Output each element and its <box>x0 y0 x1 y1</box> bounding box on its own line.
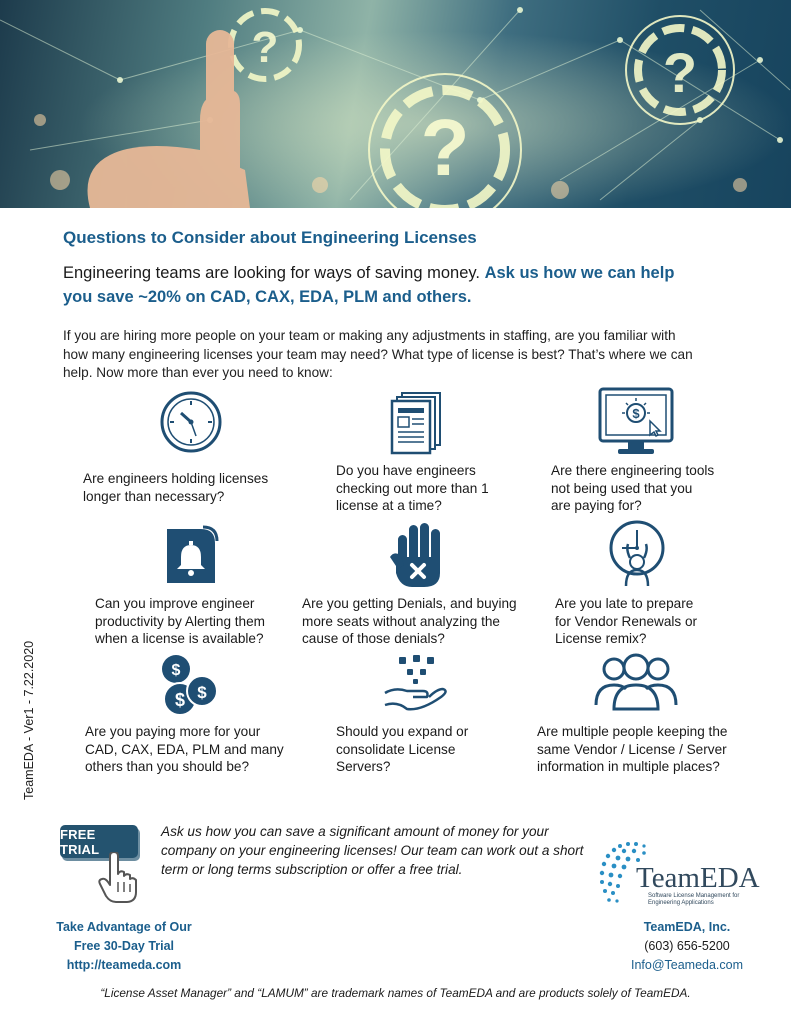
trademark-footer: “License Asset Manager” and “LAMUM” are trademark names of TeamEDA and are products solely of TeamEDA. <box>100 986 691 1000</box>
svg-text:$: $ <box>197 683 207 702</box>
offer-line-2: Free 30-Day Trial <box>73 939 175 953</box>
question-9: Are multiple people keeping the same Vendor / License / Server information in multiple places? <box>537 724 728 774</box>
question-7: Are you paying more for your CAD, CAX, EDA, PLM and many others than you should be? <box>85 724 284 774</box>
logo-wordmark: TeamEDA <box>636 862 760 894</box>
logo-tagline: Software License Management for Engineering Applications <box>648 893 740 906</box>
free-trial-button[interactable]: FREE TRIAL <box>60 825 138 858</box>
company-name: TeamEDA, Inc. <box>643 920 731 934</box>
pointer-hand-icon <box>98 852 138 904</box>
bell-notification-icon <box>163 525 219 587</box>
phone-number[interactable]: (603) 656-5200 <box>644 939 730 953</box>
intro-text <box>63 261 703 309</box>
intro-plain: Engineering teams are looking for ways of saving money. <box>63 264 480 282</box>
email-link[interactable]: Info@Teameda.com <box>630 958 744 972</box>
svg-text:?: ? <box>420 103 470 192</box>
svg-text:$: $ <box>174 690 186 710</box>
svg-text:$: $ <box>632 406 640 421</box>
question-1: Are engineers holding licenses longer than necessary? <box>83 471 269 504</box>
monitor-dollar-icon <box>598 387 674 459</box>
intro-highlight: Ask us how we can help you save ~20% on CAD, CAX, EDA, PLM and others. <box>63 264 675 306</box>
question-4: Can you improve engineer productivity by Alerting them when a license is available? <box>95 596 266 646</box>
hero-banner-image <box>0 0 791 208</box>
trial-offer <box>40 918 208 975</box>
question-2: Do you have engineers checking out more than 1 license at a time? <box>336 463 489 513</box>
stop-hand-icon <box>390 521 448 589</box>
question-5: Are you getting Denials, and buying more seats without analyzing the cause of those denials? <box>302 596 517 646</box>
documents-icon <box>390 391 444 455</box>
contact-block <box>612 918 762 975</box>
version-label: TeamEDA - Ver1 - 7.22.2020 <box>22 640 36 800</box>
deadline-clock-icon <box>608 520 666 590</box>
hand-servers-icon <box>383 653 453 713</box>
svg-text:$: $ <box>171 662 181 679</box>
clock-icon <box>160 391 222 453</box>
cta-text: Ask us how you can save a significant amount of money for your company on your engineering licenses! Our team can work out a short term or long terms subscription or offer a free trial. <box>161 824 584 877</box>
svg-text:?: ? <box>662 41 698 104</box>
people-group-icon <box>592 653 680 711</box>
question-8: Should you expand or consolidate License Servers? <box>336 724 469 774</box>
page-title: Questions to Consider about Engineering Licenses <box>63 228 477 247</box>
offer-line-1: Take Advantage of Our <box>56 920 192 934</box>
question-3: Are there engineering tools not being used that you are paying for? <box>551 463 715 513</box>
body-paragraph: If you are hiring more people on your team or making any adjustments in staffing, are you familiar with how many engineering licenses your team may need? What type of license is best? That’s where we can help. Now more than ever you need to know: <box>63 328 693 380</box>
coins-dollar-icon <box>158 653 220 719</box>
svg-text:?: ? <box>251 23 279 72</box>
website-link[interactable]: http://teameda.com <box>66 958 182 972</box>
question-6: Are you late to prepare for Vendor Renewals or License remix? <box>555 596 698 646</box>
